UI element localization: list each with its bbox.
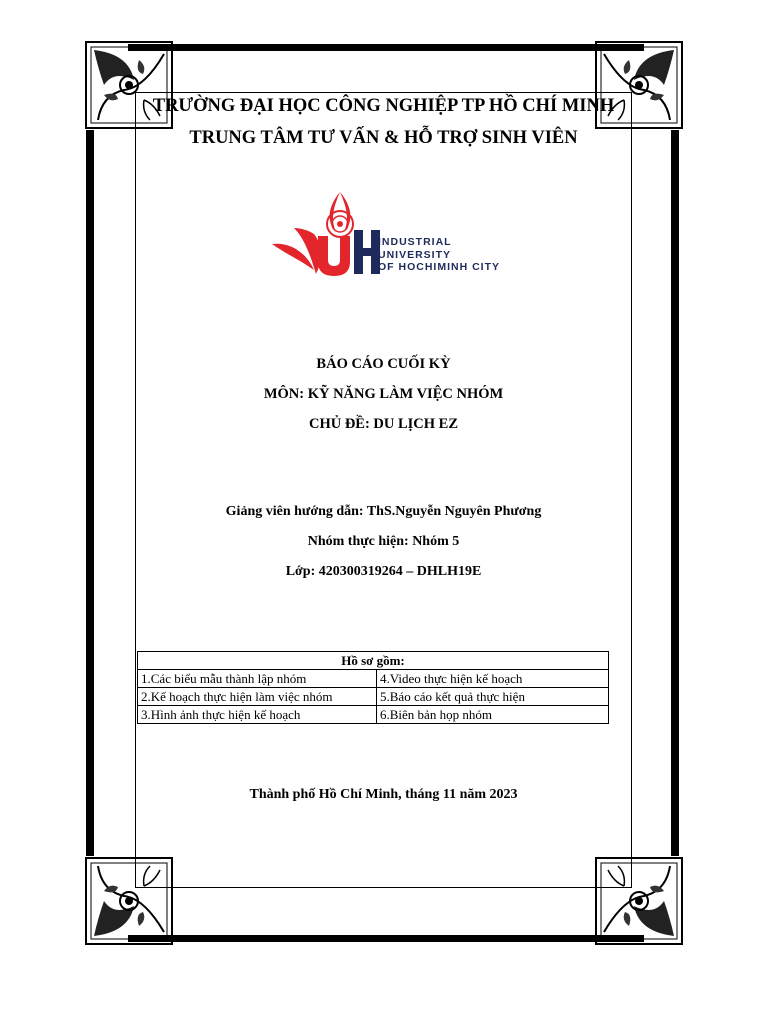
border-top bbox=[128, 44, 644, 51]
border-left bbox=[86, 130, 94, 856]
border-right bbox=[671, 130, 679, 856]
logo-wordmark bbox=[378, 236, 500, 274]
border-bottom bbox=[128, 935, 644, 942]
center-name: TRUNG TÂM TƯ VẤN & HỖ TRỢ SINH VIÊN bbox=[189, 128, 578, 148]
subject-line: MÔN: KỸ NĂNG LÀM VIỆC NHÓM bbox=[263, 386, 504, 402]
university-name: TRƯỜNG ĐẠI HỌC CÔNG NGHIỆP TP HỒ CHÍ MINH bbox=[152, 96, 615, 116]
documents-heading: Hồ sơ gồm: bbox=[138, 652, 609, 670]
report-title: BÁO CÁO CUỐI KỲ bbox=[316, 356, 451, 372]
table-cell: 2.Kế hoạch thực hiện làm việc nhóm bbox=[138, 688, 377, 706]
table-row bbox=[138, 670, 609, 688]
place-date-line: Thành phố Hồ Chí Minh, tháng 11 năm 2023 bbox=[249, 787, 518, 802]
logo-line-1: INDUSTRIAL bbox=[378, 236, 452, 248]
class-line: Lớp: 420300319264 – DHLH19E bbox=[285, 564, 482, 579]
logo-line-3: OF HOCHIMINH CITY bbox=[378, 261, 500, 273]
table-row bbox=[138, 688, 609, 706]
table-cell: 4.Video thực hiện kế hoạch bbox=[377, 670, 609, 688]
lecturer-line: Giảng viên hướng dẫn: ThS.Nguyễn Nguyên Phương bbox=[225, 504, 542, 519]
corner-ornament-icon bbox=[594, 856, 684, 946]
topic-line: CHỦ ĐỀ: DU LỊCH EZ bbox=[308, 416, 459, 432]
table-cell: 5.Báo cáo kết quả thực hiện bbox=[377, 688, 609, 706]
table-row bbox=[138, 706, 609, 724]
table-cell: 6.Biên bản họp nhóm bbox=[377, 706, 609, 724]
documents-table bbox=[137, 651, 609, 724]
group-line: Nhóm thực hiện: Nhóm 5 bbox=[307, 534, 460, 549]
table-cell: 3.Hình ảnh thực hiện kế hoạch bbox=[138, 706, 377, 724]
table-cell: 1.Các biểu mẫu thành lập nhóm bbox=[138, 670, 377, 688]
corner-ornament-icon bbox=[84, 856, 174, 946]
logo-line-2: UNIVERSITY bbox=[378, 248, 452, 261]
